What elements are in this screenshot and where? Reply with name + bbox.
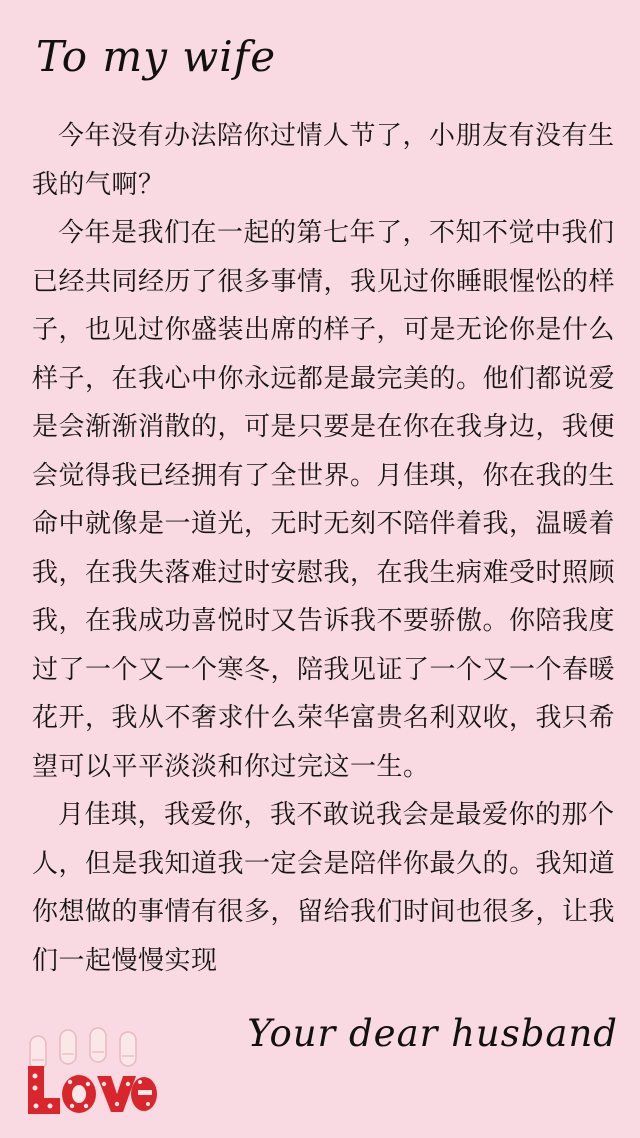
letter-signature: Your dear husband xyxy=(247,1012,618,1055)
love-gloves-illustration xyxy=(22,1024,158,1120)
letter-title: To my wife xyxy=(36,32,277,81)
letter-paragraph-3: 月佳琪，我爱你，我不敢说我会是最爱你的那个人，但是我知道我一定会是陪伴你最久的。我知道你想做的事情有很多，留给我们时间也很多，让我们一起慢慢实现 xyxy=(32,800,616,976)
letter-paragraph-2: 今年是我们在一起的第七年了，不知不觉中我们已经共同经历了很多事情，我见过你睡眼惺忪的样子，也见过你盛装出席的样子，可是无论你是什么样子，在我心中你永远都是最完美的。他们都说爱是会渐渐消散的，可是只要是在你在我身边，我便会觉得我已经拥有了全世界。月佳琪，你在我的生命中就像是一道光，无时无刻不陪伴着我，温暖着我，在我失落难过时安慰我，在我生病难受时照顾我，在我成功喜悦时又告诉我不要骄傲。你陪我度过了一个又一个寒冬，陪我见证了一个又一个春暖花开，我从不奢求什么荣华富贵名利双收，我只希望可以平平淡淡和你过完这一生。 xyxy=(32,218,616,782)
letter-body xyxy=(32,112,636,985)
letter-paragraph-1: 今年没有办法陪你过情人节了，小朋友有没有生我的气啊？ xyxy=(32,121,615,200)
love-logo xyxy=(22,1024,158,1120)
